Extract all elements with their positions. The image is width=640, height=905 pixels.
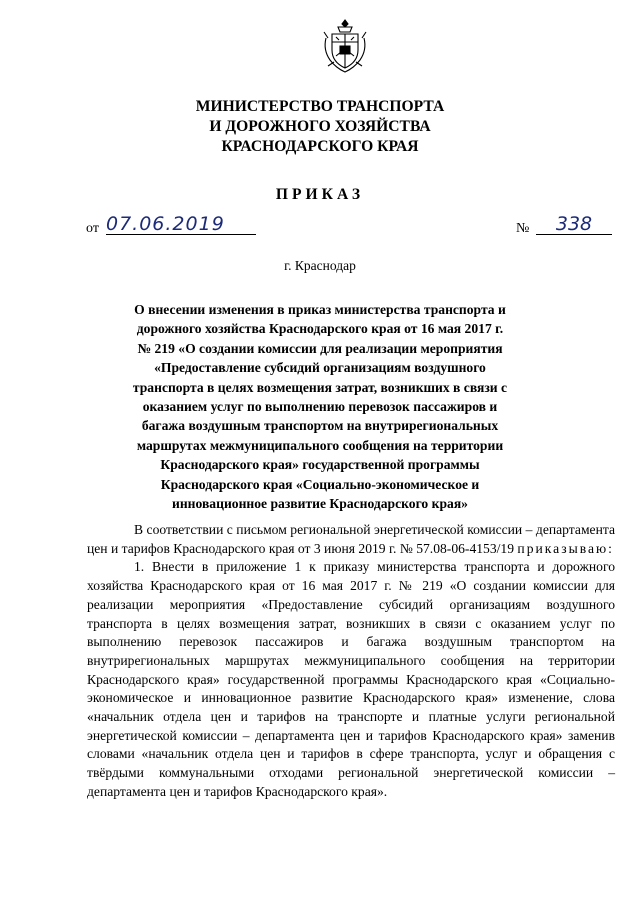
- ministry-name: [0, 97, 640, 157]
- document-type: ПРИКАЗ: [275, 186, 365, 203]
- subject-line: транспорта в целях возмещения затрат, возникших в связи с: [132, 379, 508, 395]
- item-1-paragraph: 1. Внести в приложение 1 к приказу министерства транспорта и дорожного хозяйства Краснодарского края от 16 мая 2017 г. № 219 «О создании комиссии для реализации мероприятия «Предоставление субсидий организациям воздушного транспорта в целях возмещения затрат, возникших в связи с оказанием услуг по выполнению перевозок пассажиров и багажа воздушным транспортом на внутрирегиональных маршрутах межмуниципального сообщения на территории Краснодарского края» государственной программы Краснодарского края «Социально-экономическое и инновационное развитие Краснодарского края» изменение, слова «начальник отдела цен и тарифов на транспорте и платные услуги региональной энергетической комиссии – департамента цен и тарифов Краснодарского края» заменив словами «начальник отдела цен и тарифов в сфере транспорта, услуг и обращения с твёрдыми коммунальными отходами региональной энергетической комиссии – департамента цен и тарифов Краснодарского края».: [87, 559, 615, 799]
- krasnodar-coat-of-arms-icon: [322, 18, 368, 74]
- document-number: 338: [536, 215, 612, 235]
- ministry-line: МИНИСТЕРСТВО ТРАНСПОРТА: [195, 98, 445, 115]
- ministry-line: И ДОРОЖНОГО ХОЗЯЙСТВА: [209, 118, 431, 135]
- subject-line: О внесении изменения в приказ министерства транспорта и: [134, 302, 506, 317]
- document-body: [87, 521, 615, 802]
- date-prefix: от: [86, 221, 99, 236]
- intro-paragraph: [87, 521, 615, 558]
- subject-line: дорожного хозяйства Краснодарского края от 16 мая 2017 г.: [136, 321, 504, 337]
- subject-line: инновационное развитие Краснодарского края»: [172, 496, 468, 512]
- ministry-line: КРАСНОДАРСКОГО КРАЯ: [221, 138, 419, 155]
- subject-line: багажа воздушным транспортом на внутрирегиональных: [141, 418, 499, 434]
- number-prefix: №: [516, 221, 530, 236]
- subject-line: маршрутах межмуниципального сообщения на территории: [136, 437, 504, 453]
- city: г. Краснодар: [284, 258, 356, 273]
- subject-line: оказанием услуг по выполнению перевозок пассажиров и: [142, 399, 498, 415]
- document-date: 07.06.2019: [106, 215, 256, 235]
- date-number-row: [86, 215, 616, 239]
- subject-line: № 219 «О создании комиссии для реализации мероприятия: [137, 340, 503, 356]
- intro-text: В соответствии с письмом региональной энергетической комиссии – департамента цен и тарифов Краснодарского края от 3 июня 2019 г. № 57.08-06-4153/19: [87, 522, 615, 556]
- order-word: приказываю:: [517, 540, 614, 556]
- subject-line: Краснодарского края» государственной программы: [160, 457, 480, 473]
- document-subject: [110, 300, 530, 513]
- subject-line: Краснодарского края «Социально-экономическое и: [160, 476, 480, 492]
- subject-line: «Предоставление субсидий организациям воздушного: [154, 360, 486, 376]
